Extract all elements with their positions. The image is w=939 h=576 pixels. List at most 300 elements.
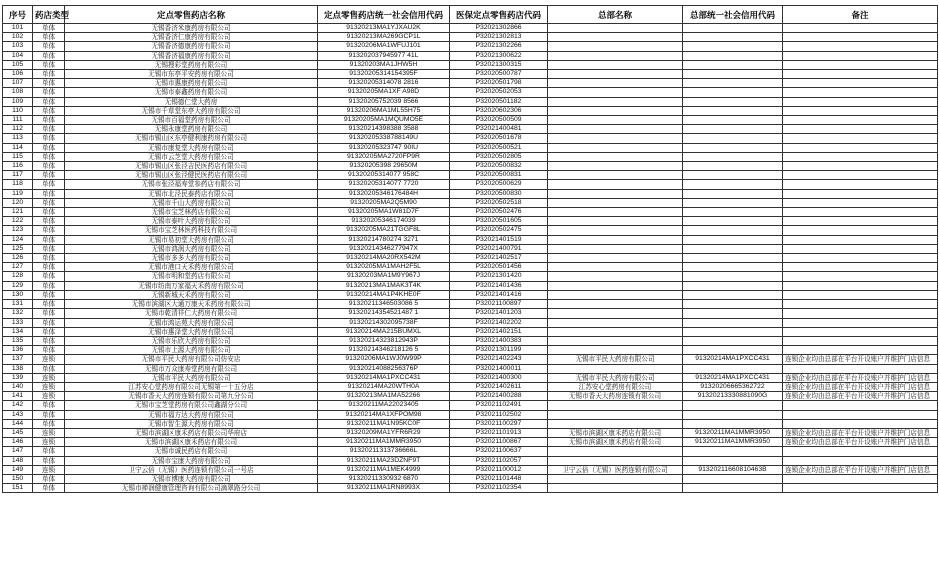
cell-hq-credit-code: 91320213330881090G	[683, 392, 783, 401]
cell-store-type: 单体	[33, 198, 65, 207]
cell-insurance-code: P32021400481	[450, 125, 548, 134]
cell-store-name: 无锡市惠泽堂大药房有限公司	[65, 327, 318, 336]
cell-index: 119	[3, 189, 33, 198]
cell-store-type: 单体	[33, 152, 65, 161]
cell-store-type: 单体	[33, 364, 65, 373]
cell-index: 132	[3, 309, 33, 318]
cell-insurance-code: P32021102057	[450, 456, 548, 465]
cell-hq-name	[548, 484, 683, 493]
cell-remark	[783, 143, 938, 152]
cell-insurance-code: P32021400288	[450, 392, 548, 401]
cell-insurance-code: P32020502805	[450, 152, 548, 161]
cell-store-credit-code: 91320205346174039	[318, 217, 450, 226]
cell-remark	[783, 474, 938, 483]
cell-store-name: 无锡市惠康药房有限公司	[65, 79, 318, 88]
cell-store-name: 无锡市滨湖区康禾药店有限公司华府店	[65, 428, 318, 437]
table-row	[3, 438, 938, 447]
cell-insurance-code: P32021401203	[450, 309, 548, 318]
cell-insurance-code: P32020500831	[450, 171, 548, 180]
cell-store-type: 单体	[33, 180, 65, 189]
cell-hq-name	[548, 254, 683, 263]
cell-store-type: 单体	[33, 244, 65, 253]
cell-index: 147	[3, 447, 33, 456]
cell-store-credit-code: 91320205752039 8566	[318, 97, 450, 106]
table-row	[3, 364, 938, 373]
table-row	[3, 281, 938, 290]
cell-store-name: 无锡香济德康药房有限公司	[65, 42, 318, 51]
cell-hq-credit-code	[683, 198, 783, 207]
cell-hq-name	[548, 318, 683, 327]
cell-remark	[783, 346, 938, 355]
cell-insurance-code: P32020500521	[450, 143, 548, 152]
cell-store-credit-code: 91320211346503086 5	[318, 300, 450, 309]
cell-hq-name	[548, 60, 683, 69]
cell-store-type: 单体	[33, 171, 65, 180]
cell-hq-name	[548, 189, 683, 198]
cell-store-credit-code: 91320214346218126 5	[318, 346, 450, 355]
cell-store-name: 无锡市百福堂药房有限公司	[65, 116, 318, 125]
table-row	[3, 235, 938, 244]
cell-store-type: 单体	[33, 300, 65, 309]
table-row	[3, 373, 938, 382]
cell-remark	[783, 300, 938, 309]
cell-store-name: 卫宁云倍（无锡）医药连锁有限公司一号店	[65, 465, 318, 474]
cell-store-type: 单体	[33, 97, 65, 106]
cell-store-credit-code: 91320206MA1WFUJ101	[318, 42, 450, 51]
cell-hq-name	[548, 88, 683, 97]
cell-remark	[783, 254, 938, 263]
table-row	[3, 125, 938, 134]
table-row	[3, 309, 938, 318]
cell-hq-name	[548, 281, 683, 290]
cell-store-name: 无锡市诚民药店有限公司	[65, 447, 318, 456]
table-body	[3, 24, 938, 493]
cell-store-name: 无锡市平民大药房有限公司	[65, 373, 318, 382]
cell-hq-name: 江苏安心堂药房有限公司	[548, 382, 683, 391]
cell-store-credit-code: 91320213MA1YJXAU2K	[318, 24, 450, 33]
cell-remark	[783, 33, 938, 42]
cell-store-credit-code: 91320205338788149U	[318, 134, 450, 143]
cell-store-credit-code: 91320211330932 6870	[318, 474, 450, 483]
cell-store-credit-code: 91320211MA1MEK4999	[318, 465, 450, 474]
cell-hq-credit-code	[683, 42, 783, 51]
pharmacy-table	[2, 5, 938, 493]
cell-hq-name	[548, 474, 683, 483]
cell-hq-name: 卫宁云倍（无锡）医药连锁有限公司	[548, 465, 683, 474]
table-row	[3, 272, 938, 281]
cell-store-credit-code: 91320213MA269GCP1L	[318, 33, 450, 42]
cell-store-name: 无锡市易初堂大药房有限公司	[65, 235, 318, 244]
cell-store-type: 单体	[33, 290, 65, 299]
cell-store-name: 无锡市上源大药房有限公司	[65, 346, 318, 355]
cell-insurance-code: P32020500830	[450, 189, 548, 198]
cell-store-credit-code: 91320214323812943P	[318, 336, 450, 345]
cell-remark	[783, 484, 938, 493]
cell-store-type: 单体	[33, 125, 65, 134]
table-row	[3, 392, 938, 401]
cell-hq-name: 无锡市滨湖区康禾药店有限公司	[548, 438, 683, 447]
cell-store-credit-code: 91320214398388 3588	[318, 125, 450, 134]
col-header-store-type: 药店类型	[33, 6, 65, 24]
cell-remark	[783, 336, 938, 345]
table-row	[3, 189, 938, 198]
cell-insurance-code: P32021300622	[450, 51, 548, 60]
col-header-hq-credit-code: 总部统一社会信用代码	[683, 6, 783, 24]
table-row	[3, 208, 938, 217]
cell-index: 136	[3, 346, 33, 355]
cell-remark	[783, 419, 938, 428]
cell-insurance-code: P32020500629	[450, 180, 548, 189]
cell-hq-credit-code	[683, 309, 783, 318]
table-row	[3, 171, 938, 180]
cell-store-credit-code: 91320213MA1MAK3T4K	[318, 281, 450, 290]
cell-store-type: 单体	[33, 254, 65, 263]
cell-hq-name	[548, 235, 683, 244]
cell-insurance-code: P32021102354	[450, 484, 548, 493]
cell-store-type: 单体	[33, 401, 65, 410]
cell-store-type: 单体	[33, 281, 65, 290]
cell-hq-name	[548, 125, 683, 134]
cell-remark	[783, 447, 938, 456]
table-row	[3, 447, 938, 456]
cell-insurance-code: P32021100867	[450, 438, 548, 447]
cell-hq-name	[548, 152, 683, 161]
table-row	[3, 355, 938, 364]
cell-insurance-code: P32021100637	[450, 447, 548, 456]
cell-insurance-code: P32021402202	[450, 318, 548, 327]
cell-store-name: 无锡市香天大药房连锁有限公司第九分公司	[65, 392, 318, 401]
cell-hq-credit-code	[683, 143, 783, 152]
cell-store-name: 无锡市纺南万家福天禾药房有限公司	[65, 281, 318, 290]
cell-remark: 连锁企业均由总部在平台开设账户并维护门店信息	[783, 465, 938, 474]
cell-hq-credit-code	[683, 208, 783, 217]
cell-store-credit-code: 91320203MA1JHW5H	[318, 60, 450, 69]
cell-store-type: 单体	[33, 484, 65, 493]
cell-index: 110	[3, 106, 33, 115]
cell-hq-name	[548, 244, 683, 253]
cell-store-type: 单体	[33, 33, 65, 42]
table-row	[3, 180, 938, 189]
cell-index: 129	[3, 281, 33, 290]
cell-store-name: 无锡市锡山区张泾健民医药店有限公司	[65, 171, 318, 180]
cell-insurance-code: P32021302813	[450, 33, 548, 42]
table-row	[3, 254, 938, 263]
cell-insurance-code: P32021102491	[450, 401, 548, 410]
cell-store-credit-code: 91320211313736666L	[318, 447, 450, 456]
cell-hq-credit-code	[683, 171, 783, 180]
cell-store-credit-code: 91320211MA1MMR3950	[318, 438, 450, 447]
table-row	[3, 51, 938, 60]
cell-store-type: 单体	[33, 318, 65, 327]
cell-index: 149	[3, 465, 33, 474]
cell-hq-name	[548, 263, 683, 272]
cell-hq-name	[548, 143, 683, 152]
cell-insurance-code: P32021402611	[450, 382, 548, 391]
cell-store-credit-code: 91320214MA215BUMXL	[318, 327, 450, 336]
cell-hq-name	[548, 336, 683, 345]
cell-store-name: 无锡市泰鑫药房有限公司	[65, 88, 318, 97]
cell-remark	[783, 226, 938, 235]
cell-store-name: 无锡市滨湖区康禾药店有限公司	[65, 438, 318, 447]
cell-insurance-code: P32020501678	[450, 134, 548, 143]
cell-remark	[783, 79, 938, 88]
cell-insurance-code: P32021400300	[450, 373, 548, 382]
cell-remark	[783, 180, 938, 189]
cell-store-name: 无锡市云芝堂大药房有限公司	[65, 152, 318, 161]
cell-index: 121	[3, 208, 33, 217]
cell-store-type: 单体	[33, 336, 65, 345]
cell-hq-name	[548, 97, 683, 106]
cell-store-type: 单体	[33, 24, 65, 33]
table-row	[3, 290, 938, 299]
cell-remark	[783, 116, 938, 125]
cell-remark	[783, 88, 938, 97]
cell-store-type: 单体	[33, 456, 65, 465]
cell-hq-credit-code	[683, 134, 783, 143]
cell-hq-name	[548, 290, 683, 299]
cell-hq-credit-code: 91320214MA1PXCC431	[683, 355, 783, 364]
cell-index: 106	[3, 70, 33, 79]
cell-store-credit-code: 91320214MA1PXCC431	[318, 373, 450, 382]
cell-store-name: 无锡市康复堂大药房有限公司	[65, 143, 318, 152]
cell-index: 145	[3, 428, 33, 437]
cell-hq-name	[548, 33, 683, 42]
cell-store-type: 单体	[33, 410, 65, 419]
cell-store-credit-code: 91320211MA1N95KC0F	[318, 419, 450, 428]
cell-insurance-code: P32021301199	[450, 346, 548, 355]
header-row	[3, 6, 938, 24]
table-row	[3, 42, 938, 51]
cell-hq-name	[548, 116, 683, 125]
cell-hq-name	[548, 410, 683, 419]
cell-hq-name	[548, 401, 683, 410]
cell-index: 104	[3, 51, 33, 60]
cell-hq-name	[548, 70, 683, 79]
cell-store-name: 无锡香济米康药房有限公司	[65, 24, 318, 33]
cell-store-credit-code: 91320205MA1XF A98D	[318, 88, 450, 97]
cell-store-type: 单体	[33, 217, 65, 226]
cell-remark	[783, 106, 938, 115]
cell-insurance-code: P32021301420	[450, 272, 548, 281]
cell-store-name: 无锡市宝芝堂药房有限公司鑫湖分公司	[65, 401, 318, 410]
cell-hq-name	[548, 134, 683, 143]
cell-insurance-code: P32021100297	[450, 419, 548, 428]
cell-hq-credit-code	[683, 346, 783, 355]
cell-hq-credit-code	[683, 217, 783, 226]
cell-store-credit-code: 91320214MA1XFPOM98	[318, 410, 450, 419]
cell-hq-name	[548, 300, 683, 309]
table-row	[3, 116, 938, 125]
cell-index: 118	[3, 180, 33, 189]
table-row	[3, 336, 938, 345]
cell-store-type: 单体	[33, 88, 65, 97]
table-row	[3, 79, 938, 88]
cell-remark: 连锁企业均由总部在平台开设账户并维护门店信息	[783, 382, 938, 391]
cell-store-credit-code: 91320211MA23DZNF9T	[318, 456, 450, 465]
cell-insurance-code: P32021100012	[450, 465, 548, 474]
cell-remark	[783, 235, 938, 244]
table-row	[3, 300, 938, 309]
cell-store-type: 连锁	[33, 465, 65, 474]
cell-store-credit-code: 91320211MA22023405	[318, 401, 450, 410]
cell-store-type: 连锁	[33, 382, 65, 391]
cell-insurance-code: P32021100897	[450, 300, 548, 309]
table-row	[3, 143, 938, 152]
cell-remark	[783, 152, 938, 161]
cell-store-credit-code: 91320214MA20RX542M	[318, 254, 450, 263]
cell-store-credit-code: 91320214088256376P	[318, 364, 450, 373]
cell-hq-credit-code	[683, 401, 783, 410]
col-header-store-credit-code: 定点零售药店统一社会信用代码	[318, 6, 450, 24]
cell-remark	[783, 24, 938, 33]
cell-index: 144	[3, 419, 33, 428]
cell-store-type: 单体	[33, 106, 65, 115]
cell-insurance-code: P32021402243	[450, 355, 548, 364]
cell-insurance-code: P32021400791	[450, 244, 548, 253]
cell-insurance-code: P32020502475	[450, 226, 548, 235]
cell-store-credit-code: 91320205MA2Q5M90	[318, 198, 450, 207]
cell-store-credit-code: 91320205346176484H	[318, 189, 450, 198]
table-row	[3, 88, 938, 97]
cell-hq-name	[548, 198, 683, 207]
col-header-store-name: 定点零售药店名称	[65, 6, 318, 24]
cell-insurance-code: P32021101448	[450, 474, 548, 483]
cell-remark: 连锁企业均由总部在平台开设账户并维护门店信息	[783, 373, 938, 382]
cell-index: 113	[3, 134, 33, 143]
col-header-remark: 备注	[783, 6, 938, 24]
cell-index: 123	[3, 226, 33, 235]
cell-store-credit-code: 91320214302095738F	[318, 318, 450, 327]
cell-store-credit-code: 91320214MA1P4KHE0F	[318, 290, 450, 299]
cell-store-type: 单体	[33, 116, 65, 125]
cell-store-name: 无锡市千山大药房有限公司	[65, 198, 318, 207]
cell-store-type: 单体	[33, 309, 65, 318]
table-row	[3, 152, 938, 161]
cell-store-credit-code: 91320211MA1RN8993X	[318, 484, 450, 493]
cell-insurance-code: P32021402517	[450, 254, 548, 263]
cell-hq-name	[548, 346, 683, 355]
cell-remark	[783, 456, 938, 465]
cell-index: 146	[3, 438, 33, 447]
cell-store-name: 无锡香济福康药房有限公司	[65, 51, 318, 60]
table-row	[3, 419, 938, 428]
cell-store-type: 单体	[33, 226, 65, 235]
cell-index: 101	[3, 24, 33, 33]
cell-insurance-code: P32020501456	[450, 263, 548, 272]
cell-store-type: 单体	[33, 134, 65, 143]
col-header-index: 序号	[3, 6, 33, 24]
cell-hq-name	[548, 42, 683, 51]
cell-index: 133	[3, 318, 33, 327]
cell-remark	[783, 364, 938, 373]
cell-hq-credit-code: 91320206665362722	[683, 382, 783, 391]
table-row	[3, 318, 938, 327]
cell-hq-name: 无锡市香天大药房连锁有限公司	[548, 392, 683, 401]
cell-hq-credit-code	[683, 33, 783, 42]
cell-index: 135	[3, 336, 33, 345]
cell-remark	[783, 208, 938, 217]
cell-insurance-code: P32020501798	[450, 79, 548, 88]
cell-store-name: 无锡市北泾民泰药店有限公司	[65, 189, 318, 198]
cell-insurance-code: P32021402151	[450, 327, 548, 336]
cell-hq-name	[548, 364, 683, 373]
cell-insurance-code: P32020501605	[450, 217, 548, 226]
cell-store-credit-code: 91320205314077 958C	[318, 171, 450, 180]
cell-hq-credit-code	[683, 290, 783, 299]
cell-insurance-code: P32021302266	[450, 42, 548, 51]
cell-insurance-code: P32021401416	[450, 290, 548, 299]
cell-store-credit-code: 91320205398 29650M	[318, 162, 450, 171]
cell-insurance-code: P32020502476	[450, 208, 548, 217]
cell-remark	[783, 189, 938, 198]
cell-store-name: 无锡市宝芝林药店有限公司	[65, 208, 318, 217]
cell-index: 137	[3, 355, 33, 364]
cell-index: 107	[3, 79, 33, 88]
cell-index: 141	[3, 392, 33, 401]
cell-hq-name	[548, 24, 683, 33]
cell-index: 150	[3, 474, 33, 483]
cell-insurance-code: P32020502053	[450, 88, 548, 97]
cell-index: 111	[3, 116, 33, 125]
table-row	[3, 484, 938, 493]
cell-remark	[783, 60, 938, 69]
cell-store-type: 单体	[33, 419, 65, 428]
cell-store-name: 无锡市福方达大药房有限公司	[65, 410, 318, 419]
cell-index: 143	[3, 410, 33, 419]
cell-store-name: 无锡市明和堂药店有限公司	[65, 272, 318, 281]
cell-hq-name	[548, 309, 683, 318]
cell-store-name: 无锡市港口天禾药房有限公司	[65, 263, 318, 272]
cell-insurance-code: P32021102502	[450, 410, 548, 419]
cell-hq-credit-code: 91320211660810463B	[683, 465, 783, 474]
cell-store-type: 单体	[33, 143, 65, 152]
cell-hq-credit-code	[683, 51, 783, 60]
cell-remark	[783, 134, 938, 143]
table-row	[3, 70, 938, 79]
cell-remark	[783, 171, 938, 180]
cell-remark	[783, 272, 938, 281]
cell-hq-credit-code	[683, 254, 783, 263]
cell-store-type: 单体	[33, 235, 65, 244]
cell-store-type: 连锁	[33, 428, 65, 437]
cell-remark	[783, 125, 938, 134]
cell-hq-credit-code	[683, 336, 783, 345]
cell-hq-credit-code	[683, 180, 783, 189]
cell-index: 140	[3, 382, 33, 391]
cell-hq-credit-code	[683, 235, 783, 244]
cell-store-credit-code: 913202037945977 41L	[318, 51, 450, 60]
cell-remark	[783, 309, 938, 318]
cell-remark	[783, 318, 938, 327]
cell-hq-credit-code	[683, 419, 783, 428]
cell-index: 108	[3, 88, 33, 97]
cell-store-name: 无锡市多多大药房有限公司	[65, 254, 318, 263]
cell-remark	[783, 42, 938, 51]
cell-store-credit-code: 91320205MA1MQUMO5E	[318, 116, 450, 125]
cell-store-credit-code: 91320205314154395F	[318, 70, 450, 79]
cell-hq-name	[548, 106, 683, 115]
cell-store-type: 单体	[33, 51, 65, 60]
cell-store-credit-code: 91320203MA1M9Y967J	[318, 272, 450, 281]
cell-store-name: 无锡市鸿润大药房有限公司	[65, 244, 318, 253]
cell-store-type: 连锁	[33, 373, 65, 382]
table-row	[3, 217, 938, 226]
table-row	[3, 198, 938, 207]
cell-index: 148	[3, 456, 33, 465]
table-row	[3, 24, 938, 33]
cell-store-type: 连锁	[33, 392, 65, 401]
cell-hq-name	[548, 162, 683, 171]
